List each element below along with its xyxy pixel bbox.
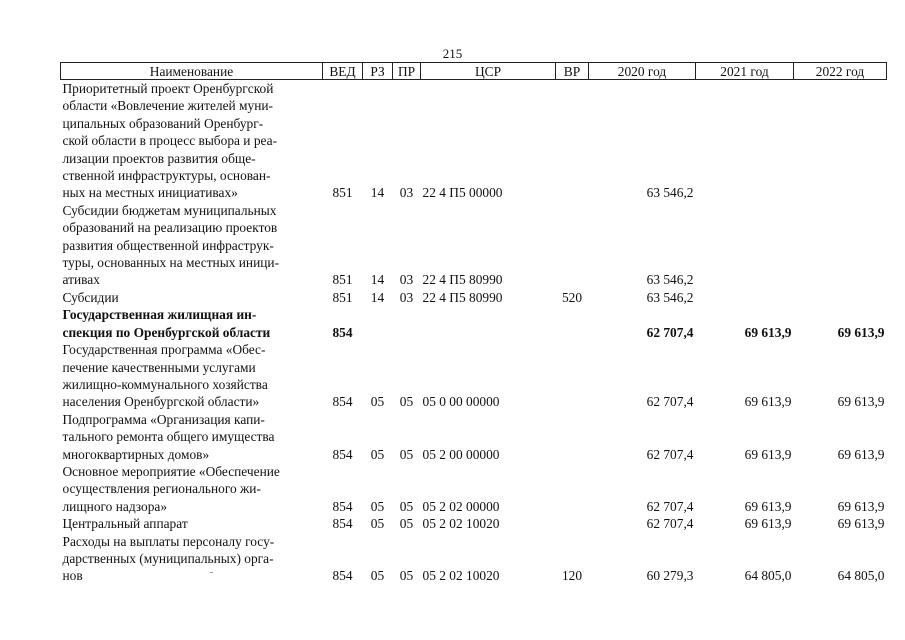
row-2022: 64 805,0 <box>837 568 885 584</box>
row-name: Центральный аппарат <box>62 516 188 532</box>
row-vr <box>556 306 589 341</box>
row-2022 <box>794 202 887 289</box>
table-row <box>61 80 887 202</box>
row-ved: 854 <box>332 498 353 514</box>
row-csr: 22 4 П5 00000 <box>422 185 503 201</box>
row-pr: 05 <box>399 394 414 410</box>
row-csr: 05 0 00 00000 <box>422 394 500 410</box>
row-2020: 60 279,3 <box>646 568 694 584</box>
row-rz: 05 <box>370 498 385 514</box>
row-vr <box>556 80 589 202</box>
row-ved: 854 <box>332 394 353 410</box>
row-pr: 05 <box>399 516 414 532</box>
row-rz: 14 <box>370 185 385 201</box>
row-name: Расходы на выплаты персоналу госу- дарственных (муниципальных) орга- нов <box>62 533 275 584</box>
row-name: Субсидии <box>62 289 119 305</box>
header-2022: 2022 год <box>794 63 887 80</box>
row-2021: 69 613,9 <box>744 516 792 532</box>
row-vr <box>556 411 589 463</box>
row-2021 <box>696 289 794 306</box>
row-csr <box>421 306 556 341</box>
header-2021: 2021 год <box>696 63 794 80</box>
row-2022: 69 613,9 <box>837 394 885 410</box>
row-2020: 63 546,2 <box>646 185 694 201</box>
row-rz: 05 <box>370 394 385 410</box>
row-name: Приоритетный проект Оренбургской области «Вовлечение жителей муни- ципальных образований Оренбург- ской области в процесс выбора и реа- лизации проектов развития обще- ственной инфраструктуры, основан- ных на местных инициативах» <box>62 81 278 201</box>
row-ved: 854 <box>332 568 353 584</box>
table-row <box>61 533 887 585</box>
scan-speck <box>210 572 213 573</box>
row-ved: 851 <box>332 272 353 288</box>
header-name: Наименование <box>61 63 323 80</box>
row-2021 <box>696 202 794 289</box>
header-pr: ПР <box>393 63 421 80</box>
row-2020: 63 546,2 <box>646 289 694 305</box>
row-pr: 03 <box>399 185 414 201</box>
row-2021: 64 805,0 <box>744 568 792 584</box>
table-row <box>61 515 887 532</box>
table-row <box>61 463 887 515</box>
row-ved: 854 <box>332 446 353 462</box>
row-2021: 69 613,9 <box>744 446 792 462</box>
row-name: Основное мероприятие «Обеспечение осуществления регионального жи- лищного надзора» <box>62 463 280 514</box>
row-2021: 69 613,9 <box>744 394 792 410</box>
row-ved: 854 <box>332 516 353 532</box>
row-ved: 854 <box>332 324 353 340</box>
row-vr <box>556 515 589 532</box>
table-row <box>61 289 887 306</box>
row-2022 <box>794 289 887 306</box>
row-pr: 03 <box>399 289 414 305</box>
row-rz: 05 <box>370 516 385 532</box>
row-pr: 03 <box>399 272 414 288</box>
row-ved: 851 <box>332 289 353 305</box>
row-pr: 05 <box>399 498 414 514</box>
row-rz <box>363 306 393 341</box>
row-2021: 69 613,9 <box>744 498 792 514</box>
row-2020: 62 707,4 <box>646 516 694 532</box>
row-csr: 05 2 00 00000 <box>422 446 500 462</box>
row-csr: 22 4 П5 80990 <box>422 289 503 305</box>
row-2022: 69 613,9 <box>837 446 885 462</box>
table-row <box>61 411 887 463</box>
row-vr <box>556 463 589 515</box>
row-csr: 05 2 02 10020 <box>422 568 500 584</box>
row-2021 <box>696 80 794 202</box>
row-2020: 63 546,2 <box>646 272 694 288</box>
row-vr <box>556 341 589 411</box>
row-2020: 62 707,4 <box>646 324 694 340</box>
row-pr: 05 <box>399 446 414 462</box>
row-csr: 05 2 02 10020 <box>422 516 500 532</box>
row-2020: 62 707,4 <box>646 446 694 462</box>
row-2022: 69 613,9 <box>837 516 885 532</box>
header-csr: ЦСР <box>421 63 556 80</box>
row-vr: 120 <box>561 568 583 584</box>
header-2020: 2020 год <box>589 63 696 80</box>
row-pr: 05 <box>399 568 414 584</box>
row-2021: 69 613,9 <box>744 324 792 340</box>
row-rz: 14 <box>370 289 385 305</box>
header-vr: ВР <box>556 63 589 80</box>
row-2022: 69 613,9 <box>837 498 885 514</box>
table-row <box>61 306 887 341</box>
row-name: Субсидии бюджетам муниципальных образований на реализацию проектов развития общественной инфраструк- туры, основанных на местных иници- ативах <box>62 202 280 288</box>
header-row <box>61 63 887 80</box>
header-ved: ВЕД <box>323 63 363 80</box>
row-vr: 520 <box>561 289 583 305</box>
row-2020: 62 707,4 <box>646 498 694 514</box>
table-row <box>61 202 887 289</box>
row-pr <box>393 306 421 341</box>
row-rz: 05 <box>370 446 385 462</box>
row-name: Государственная программа «Обес- печение качественными услугами жилищно-коммунального хозяйства населения Оренбургской области» <box>62 342 268 410</box>
row-2022: 69 613,9 <box>837 324 885 340</box>
budget-table <box>60 62 887 585</box>
header-rz: РЗ <box>363 63 393 80</box>
row-2022 <box>794 80 887 202</box>
row-csr: 22 4 П5 80990 <box>422 272 503 288</box>
row-name: Подпрограмма «Организация капи- тального ремонта общего имущества многоквартирных домов» <box>62 411 275 462</box>
row-ved: 851 <box>332 185 353 201</box>
table-row <box>61 341 887 411</box>
row-2020: 62 707,4 <box>646 394 694 410</box>
row-rz: 14 <box>370 272 385 288</box>
page-number: 215 <box>442 46 463 61</box>
row-rz: 05 <box>370 568 385 584</box>
row-vr <box>556 202 589 289</box>
row-name: Государственная жилищная ин- спекция по Оренбургской области <box>62 307 271 340</box>
row-csr: 05 2 02 00000 <box>422 498 500 514</box>
